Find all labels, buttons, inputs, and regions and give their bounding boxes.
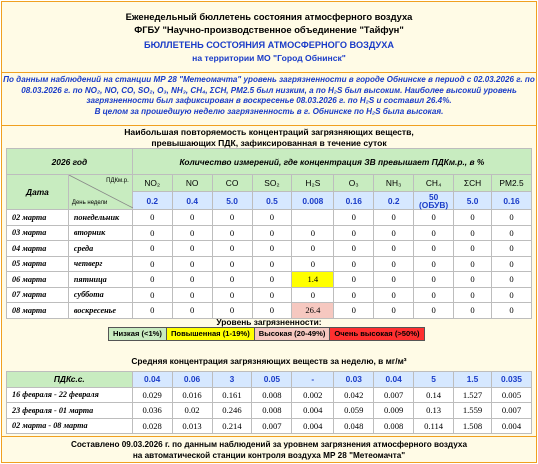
avg-value: 0.004 (292, 403, 334, 419)
value-cell: 0 (132, 241, 172, 257)
value-cell: 0 (334, 287, 374, 303)
pdk-ss-value: 0.04 (374, 372, 414, 388)
pdk-value: 50 (ОБУВ) (414, 192, 454, 210)
footer-line: на автоматической станции контроля воздуха МР 28 "Метеомачта" (132, 450, 406, 460)
pdk-ss-value: 0.05 (252, 372, 292, 388)
table-row (7, 225, 532, 241)
pollutant-header: NH₃ (374, 175, 414, 192)
value-cell: 0 (172, 287, 212, 303)
avg-value: 0.161 (212, 387, 252, 403)
value-cell: 0 (454, 287, 492, 303)
count-header: Количество измерений, где концентрация ЗВ превышает ПДКм.р., в % (132, 149, 531, 175)
value-cell: 0 (374, 272, 414, 288)
avg-value: 0.029 (132, 387, 172, 403)
avg-value: 0.008 (252, 403, 292, 419)
value-cell: 0 (252, 225, 292, 241)
pdk-ss-value: 5 (414, 372, 454, 388)
value-cell: 0 (492, 241, 532, 257)
avg-table (6, 371, 532, 434)
value-cell: 0 (334, 272, 374, 288)
avg-value: 1.559 (454, 403, 492, 419)
value-cell: 0 (252, 272, 292, 288)
pdk-value: 5.0 (212, 192, 252, 210)
pdk-ss-value: 1.5 (454, 372, 492, 388)
pdk-label: ПДКм.р. (106, 178, 129, 184)
row-date: 03 марта (7, 225, 69, 241)
value-cell: 0 (414, 272, 454, 288)
avg-value: 0.004 (292, 418, 334, 434)
avg-value: 0.214 (212, 418, 252, 434)
row-dow: воскресенье (68, 303, 132, 319)
value-cell: 0 (414, 225, 454, 241)
table-row (7, 418, 532, 434)
pollutant-header: PM2.5 (492, 175, 532, 192)
value-cell: 0 (374, 256, 414, 272)
value-cell: 26.4 (292, 303, 334, 319)
table-row (7, 256, 532, 272)
avg-value: 0.048 (334, 418, 374, 434)
pdk-value: 0.2 (132, 192, 172, 210)
value-cell: 0 (414, 241, 454, 257)
pdk-ss-label: ПДКс.с. (7, 372, 133, 388)
pdk-value: 0.4 (172, 192, 212, 210)
value-cell: 0 (454, 272, 492, 288)
row-dow: четверг (68, 256, 132, 272)
avg-value: 0.114 (414, 418, 454, 434)
repeat-title-line: Наибольшая повторяемость концентраций загрязняющих веществ, (124, 127, 414, 137)
summary-line: По данным наблюдений на станции МР 28 "Метеомачта" уровень загрязненности в городе Обнинске в период с 02.03.2026 г. по (3, 75, 535, 84)
header-org: ФГБУ "Научно-производственное объединение "Тайфун" (134, 24, 404, 35)
header (2, 2, 536, 65)
footer (2, 436, 536, 461)
value-cell: 0 (334, 256, 374, 272)
value-cell: 0 (414, 287, 454, 303)
value-cell: 0 (292, 241, 334, 257)
avg-value: 0.016 (172, 387, 212, 403)
avg-value: 0.13 (414, 403, 454, 419)
value-cell: 0 (252, 256, 292, 272)
value-cell: 0 (292, 287, 334, 303)
value-cell: 0 (252, 210, 292, 226)
period-label: 23 февраля - 01 марта (7, 403, 133, 419)
pollutant-header: H₂S (292, 175, 334, 192)
value-cell: 0 (454, 225, 492, 241)
legend-very-high: Очень высокая (>50%) (330, 328, 423, 340)
pollutant-header: CO (212, 175, 252, 192)
date-header: Дата (7, 175, 69, 210)
legend-title: Уровень загрязненности: (216, 317, 322, 327)
value-cell: 0 (492, 272, 532, 288)
row-date: 02 марта (7, 210, 69, 226)
value-cell: 0 (172, 303, 212, 319)
period-label: 16 февраля - 22 февраля (7, 387, 133, 403)
pdk-value: 0.16 (334, 192, 374, 210)
value-cell: 0 (492, 210, 532, 226)
legend (108, 327, 425, 341)
value-cell: 0 (492, 287, 532, 303)
table-row (7, 272, 532, 288)
repeat-table (6, 148, 532, 319)
avg-value: 0.246 (212, 403, 252, 419)
pdk-dow-header (68, 175, 132, 210)
pdk-value: 0.008 (292, 192, 334, 210)
value-cell: 0 (212, 225, 252, 241)
value-cell: 1.4 (292, 272, 334, 288)
summary-line: В целом за прошедшую неделю загрязненность в г. Обнинске по H₂S была высокая. (94, 106, 444, 116)
value-cell: 0 (132, 272, 172, 288)
value-cell: 0 (374, 303, 414, 319)
value-cell: 0 (212, 210, 252, 226)
footer-line: Составлено 09.03.2026 г. по данным наблюдений за уровнем загрязнения атмосферного воздуха (71, 440, 467, 449)
row-dow: понедельник (68, 210, 132, 226)
value-cell: 0 (454, 241, 492, 257)
value-cell: 0 (132, 287, 172, 303)
value-cell: 0 (132, 303, 172, 319)
row-date: 04 марта (7, 241, 69, 257)
table-row (7, 287, 532, 303)
year-cell: 2026 год (7, 149, 133, 175)
value-cell: 0 (414, 256, 454, 272)
pollutant-header: SO₂ (252, 175, 292, 192)
pdk-value: 0.16 (492, 192, 532, 210)
avg-value: 0.008 (252, 387, 292, 403)
header-title: Еженедельный бюллетень состояния атмосферного воздуха (125, 11, 413, 22)
row-dow: суббота (68, 287, 132, 303)
row-dow: вторник (68, 225, 132, 241)
value-cell: 0 (334, 210, 374, 226)
avg-value: 0.008 (374, 418, 414, 434)
value-cell: 0 (172, 256, 212, 272)
avg-value: 0.013 (172, 418, 212, 434)
value-cell: 0 (252, 287, 292, 303)
pdk-ss-row (7, 372, 532, 388)
value-cell: 0 (492, 225, 532, 241)
value-cell: 0 (454, 303, 492, 319)
avg-table-title: Средняя концентрация загрязняющих веществ за неделю, в мг/м³ (131, 356, 407, 366)
avg-value: 1.527 (454, 387, 492, 403)
period-label: 02 марта - 08 марта (7, 418, 133, 434)
value-cell: 0 (132, 256, 172, 272)
value-cell: 0 (292, 225, 334, 241)
value-cell: 0 (212, 256, 252, 272)
value-cell (292, 210, 334, 226)
pdk-ss-value: 0.04 (132, 372, 172, 388)
value-cell: 0 (132, 210, 172, 226)
value-cell: 0 (374, 287, 414, 303)
row-date: 05 марта (7, 256, 69, 272)
pdk-value: 0.2 (374, 192, 414, 210)
row-dow: пятница (68, 272, 132, 288)
value-cell: 0 (374, 241, 414, 257)
value-cell: 0 (212, 241, 252, 257)
table-row (7, 387, 532, 403)
value-cell: 0 (334, 303, 374, 319)
value-cell: 0 (492, 256, 532, 272)
row-date: 08 марта (7, 303, 69, 319)
avg-value: 0.004 (491, 418, 531, 434)
table-row (7, 403, 532, 419)
table-row (7, 303, 532, 319)
value-cell: 0 (334, 241, 374, 257)
pdk-ss-value: 3 (212, 372, 252, 388)
legend-low: Низкая (<1%) (109, 328, 167, 340)
avg-value: 0.009 (374, 403, 414, 419)
value-cell: 0 (374, 210, 414, 226)
avg-value: 0.007 (252, 418, 292, 434)
row-date: 07 марта (7, 287, 69, 303)
summary-line: 08.03.2026 г. по NO₂, NO, CO, SO₂, O₃, NH₃, CH₄, ΣCH, PM2.5 был низким, а по H₂S был высоким. Наиболее высокий уровень (21, 85, 517, 95)
value-cell: 0 (172, 210, 212, 226)
legend-elevated: Повышенная (1-19%) (167, 328, 255, 340)
pdk-value: 0.5 (252, 192, 292, 210)
avg-value: 0.14 (414, 387, 454, 403)
pdk-ss-value: 0.035 (491, 372, 531, 388)
value-cell: 0 (454, 210, 492, 226)
avg-value: 0.059 (334, 403, 374, 419)
repeat-title-line: превышающих ПДК, зафиксированная в течение суток (151, 137, 387, 148)
value-cell: 0 (492, 303, 532, 319)
header-territory: на территории МО "Город Обнинск" (192, 53, 346, 63)
avg-value: 0.002 (292, 387, 334, 403)
avg-value: 0.007 (491, 403, 531, 419)
value-cell: 0 (414, 303, 454, 319)
pdk-ss-value: 0.03 (334, 372, 374, 388)
value-cell: 0 (414, 210, 454, 226)
pdk-ss-value: 0.06 (172, 372, 212, 388)
pollutant-header: O₃ (334, 175, 374, 192)
avg-value: 0.02 (172, 403, 212, 419)
avg-value: 0.007 (374, 387, 414, 403)
value-cell: 0 (212, 272, 252, 288)
pdk-ss-value: - (292, 372, 334, 388)
value-cell: 0 (374, 225, 414, 241)
avg-value: 0.028 (132, 418, 172, 434)
value-cell: 0 (334, 225, 374, 241)
bulletin-page (1, 1, 537, 463)
value-cell: 0 (132, 225, 172, 241)
pollutant-header: NO₂ (132, 175, 172, 192)
dow-label: День недели (71, 200, 108, 206)
pollutant-header: ΣCH (454, 175, 492, 192)
value-cell: 0 (252, 303, 292, 319)
summary-line: загрязненности был зафиксирован в воскресенье 08.03.2026 г. по H₂S и составил 26.4%. (86, 96, 452, 106)
pollutant-row (7, 175, 532, 192)
summary (2, 72, 536, 126)
row-date: 06 марта (7, 272, 69, 288)
value-cell: 0 (172, 272, 212, 288)
pollutant-header: NO (172, 175, 212, 192)
pollutant-header: CH₄ (414, 175, 454, 192)
value-cell: 0 (172, 225, 212, 241)
table-row (7, 210, 532, 226)
pdk-value: 5.0 (454, 192, 492, 210)
value-cell: 0 (172, 241, 212, 257)
value-cell: 0 (252, 241, 292, 257)
avg-value: 0.042 (334, 387, 374, 403)
row-dow: среда (68, 241, 132, 257)
avg-value: 1.508 (454, 418, 492, 434)
legend-high: Высокая (20-49%) (255, 328, 331, 340)
header-bulletin: БЮЛЛЕТЕНЬ СОСТОЯНИЯ АТМОСФЕРНОГО ВОЗДУХА (144, 40, 394, 50)
value-cell: 0 (212, 287, 252, 303)
table-row (7, 241, 532, 257)
avg-value: 0.036 (132, 403, 172, 419)
value-cell: 0 (454, 256, 492, 272)
value-cell: 0 (212, 303, 252, 319)
value-cell: 0 (292, 256, 334, 272)
avg-value: 0.005 (491, 387, 531, 403)
repeat-table-title (2, 127, 536, 148)
